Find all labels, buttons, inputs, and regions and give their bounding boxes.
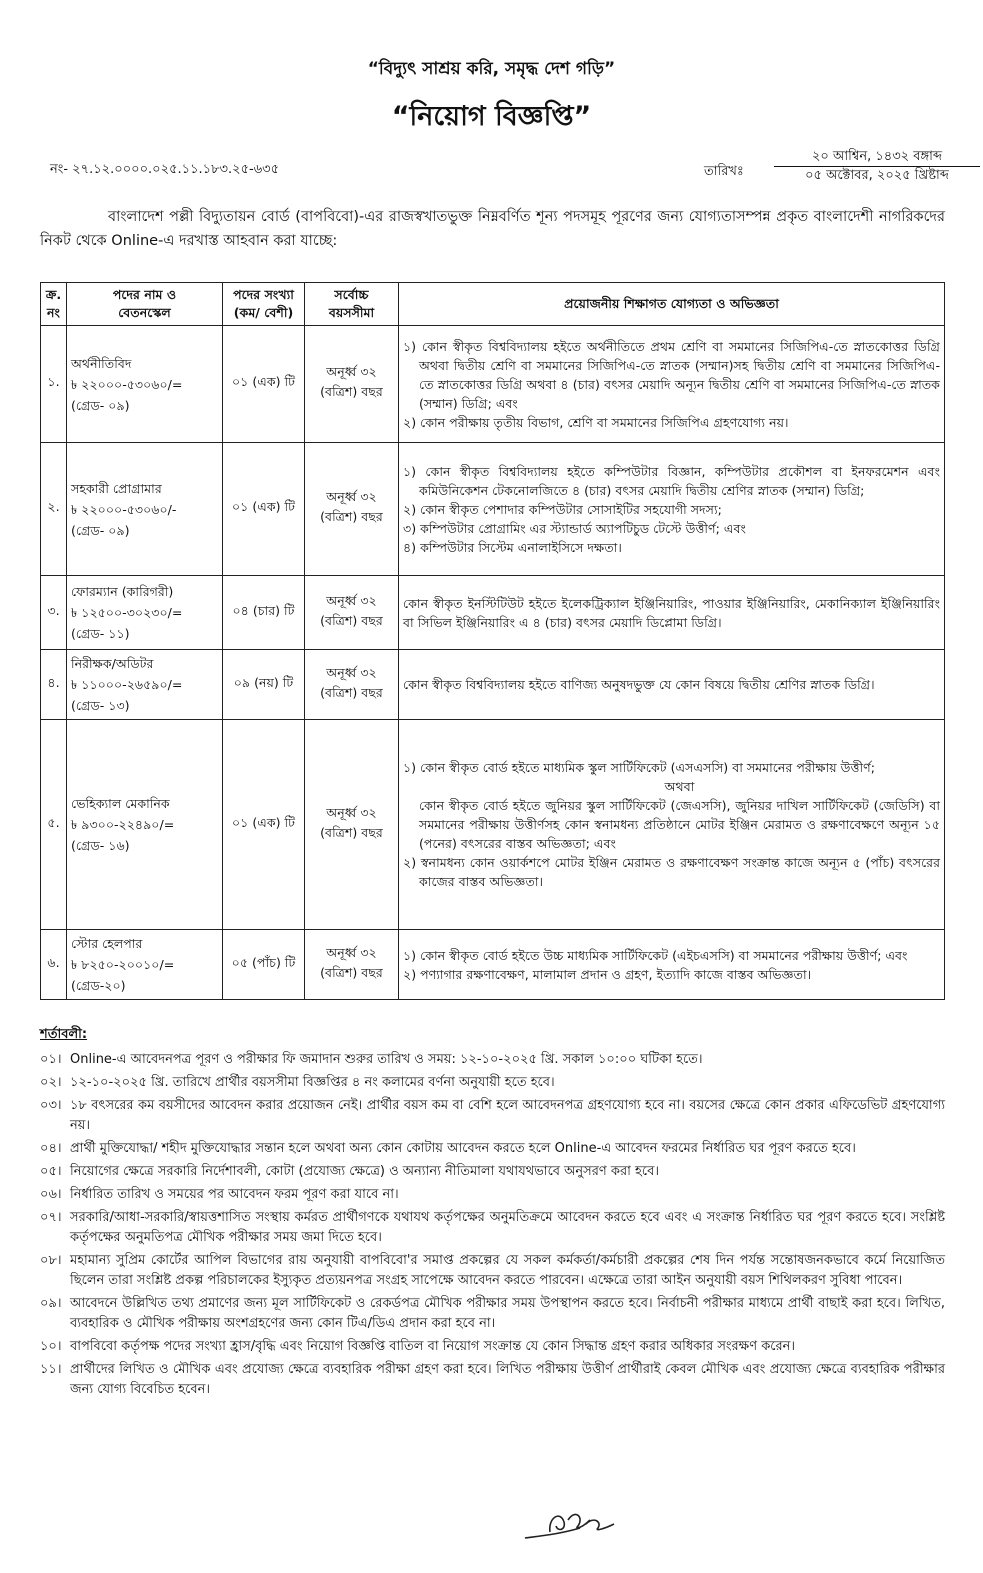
date-lines <box>774 148 980 185</box>
requirement-text: কোন স্বীকৃত বিশ্ববিদ্যালয় হইতে বাণিজ্য অনুষদভুক্ত যে কোন বিষয়ে দ্বিতীয় শ্রেণির স্নাতক ডিগ্রি। <box>403 677 875 692</box>
date-bangla: ২০ আশ্বিন, ১৪৩২ বঙ্গাব্দ <box>774 148 980 167</box>
row-requirements <box>399 576 945 650</box>
pay-scale: ৳ ২২০০০-৫৩০৬০/- <box>71 501 177 517</box>
row-requirements <box>399 720 945 930</box>
row-age: অনূর্ধ্ব ৩২ (বত্রিশ) বছর <box>305 576 399 650</box>
row-count: ০৫ (পাঁচ) টি <box>223 930 305 1000</box>
row-post <box>67 650 223 720</box>
header-post: পদের নাম ও বেতনস্কেল <box>67 283 223 326</box>
term-item: ০৮। মহামান্য সুপ্রিম কোর্টের আপিল বিভাগের রায় অনুযায়ী বাপবিবো'র সমাপ্ত প্রকল্পের যে সকল কর্মকর্তা/কর্মচারী প্রকল্পের শেষ দিন পর্যন্ত সন্তোষজনকভাবে কর্মে নিয়োজিত ছিলেন তারা সংশ্লিষ্ট প্রকল্প পরিচালকের ইস্যুকৃত প্রত্যয়নপত্র সংগ্রহ সাপেক্ষে আবেদন করতে পারবেন। এক্ষেত্রে তারা আইন অনুযায়ী বয়স শিথিলকরণ সুবিধা পাবেন। <box>40 1253 945 1288</box>
row-post <box>67 720 223 930</box>
term-item: ০৪। প্রার্থী মুক্তিযোদ্ধা/ শহীদ মুক্তিযোদ্ধার সন্তান হলে অথবা অন্য কোন কোটায় আবেদন করতে হলে Online-এ আবেদন ফরমের নির্ধারিত ঘর পূরণ করতে হবে। <box>40 1141 856 1156</box>
grade: (গ্রেড- ০৯) <box>71 397 130 413</box>
pay-scale: ৳ ২২০০০-৫৩০৬০/= <box>71 376 183 392</box>
intro-paragraph: বাংলাদেশ পল্লী বিদ্যুতায়ন বোর্ড (বাপবিবো)-এর রাজস্বখাতভুক্ত নিম্নবর্ণিত শূন্য পদসমূহ পূরণের জন্য যোগ্যতাসম্পন্ন প্রকৃত বাংলাদেশী নাগরিকদের নিকট থেকে Online-এ দরখাস্ত আহবান করা যাচ্ছে: <box>40 209 945 249</box>
row-age: অনূর্ধ্ব ৩২ (বত্রিশ) বছর <box>305 930 399 1000</box>
post-name: নিরীক্ষক/অডিটর <box>71 656 154 671</box>
requirement-item: ১) কোন স্বীকৃত বিশ্ববিদ্যালয় হইতে কম্পিউটার বিজ্ঞান, কম্পিউটার প্রকৌশল বা ইনফরমেশন এবং কমিউনিকেশন টেকনোলজিতে ৪ (চার) বৎসর মেয়াদি দ্বিতীয় শ্রেণির স্নাতক (সম্মান) ডিগ্রি; <box>403 463 940 498</box>
signature-icon <box>520 1498 620 1548</box>
table-row <box>41 576 945 650</box>
requirement-item: ৪) কম্পিউটার সিস্টেম এনালাইসিসে দক্ষতা। <box>403 539 622 555</box>
term-item: ০১। Online-এ আবেদনপত্র পূরণ ও পরীক্ষার ফি জমাদান শুরুর তারিখ ও সময়: ১২-১০-২০২৫ খ্রি. সকাল ১০:০০ ঘটিকা হতে। <box>40 1052 703 1067</box>
table-row <box>41 720 945 930</box>
row-serial: ২. <box>41 443 67 576</box>
row-serial: ৬. <box>41 930 67 1000</box>
term-item: ০৭। সরকারি/আধা-সরকারি/স্বায়ত্তশাসিত সংস্থায় কর্মরত প্রার্থীগণকে যথাযথ কর্তৃপক্ষের অনুমতিক্রমে আবেদন করতে হবে এবং এ সংক্রান্ত নির্ধারিত ঘর পূরণ করতে হবে। সংশ্লিষ্ট কর্তৃপক্ষের অনুমতিপত্র মৌখিক পরীক্ষার সময় জমা দিতে হবে। <box>40 1210 945 1245</box>
grade: (গ্রেড- ১৬) <box>71 838 130 853</box>
table-header-row <box>41 283 945 326</box>
header-count: পদের সংখ্যা (কম/ বেশী) <box>223 283 305 326</box>
term-item: ০৩। ১৮ বৎসরের কম বয়সীদের আবেদন করার প্রয়োজন নেই। প্রার্থীর বয়স কম বা বেশি হলে আবেদনপত্র গ্রহণযোগ্য হবে না। বয়সের ক্ষেত্রে কোন প্রকার এফিডেভিট গ্রহণযোগ্য নয়। <box>40 1098 945 1133</box>
row-post <box>67 576 223 650</box>
vacancy-table <box>40 282 945 1000</box>
pay-scale: ৳ ১১০০০-২৬৫৯০/= <box>71 677 183 692</box>
header-requirements: প্রয়োজনীয় শিক্ষাগত যোগ্যতা ও অভিজ্ঞতা <box>399 283 945 326</box>
requirement-item: কোন স্বীকৃত বোর্ড হইতে জুনিয়র স্কুল সার্টিফিকেট (জেএসসি), জুনিয়র দাখিল সার্টিফিকেট (জেডিসি) বা সমমানের পরীক্ষায় উত্তীর্ণসহ কোন স্বনামধন্য প্রতিষ্ঠানে মোটর ইঞ্জিন মেরামত ও রক্ষণাবেক্ষণে অন্যূন ১৫ (পনের) বৎসরের বাস্তব অভিজ্ঞতা; এবং <box>419 798 940 851</box>
date-english: ০৫ অক্টোবর, ২০২৫ খ্রিষ্টাব্দ <box>805 168 949 183</box>
requirement-item: ২) পণ্যাগার রক্ষণাবেক্ষণ, মালামাল প্রদান ও গ্রহণ, ইত্যাদি কাজে বাস্তব অভিজ্ঞতা। <box>403 966 812 982</box>
row-count: ০৪ (চার) টি <box>223 576 305 650</box>
requirement-item: ১) কোন স্বীকৃত বোর্ড হইতে মাধ্যমিক স্কুল সার্টিফিকেট (এসএসসি) বা সমমানের পরীক্ষায় উত্তীর্ণ; <box>403 760 875 775</box>
grade: (গ্রেড-২০) <box>71 978 126 993</box>
row-age: অনূর্ধ্ব ৩২ (বত্রিশ) বছর <box>305 443 399 576</box>
pay-scale: ৳ ৮২৫০-২০০১০/= <box>71 957 175 972</box>
table-row <box>41 650 945 720</box>
table-row <box>41 443 945 576</box>
term-item: ০৯। আবেদনে উল্লিখিত তথ্য প্রমাণের জন্য মূল সার্টিফিকেট ও রেকর্ডপত্র মৌখিক পরীক্ষার সময় উপস্থাপন করতে হবে। নির্বাচনী পরীক্ষার মাধ্যমে প্রার্থী বাছাই করা হবে। লিখিত, ব্যবহারিক ও মৌখিক পরীক্ষায় অংশগ্রহণের জন্য কোন টিএ/ডিএ প্রদান করা হবে না। <box>40 1296 945 1331</box>
post-name: ভেহিক্যাল মেকানিক <box>71 796 170 811</box>
requirement-text: কোন স্বীকৃত ইনস্টিটিউট হইতে ইলেকট্রিক্যাল ইঞ্জিনিয়ারিং, পাওয়ার ইঞ্জিনিয়ারিং, মেকানিক্যাল ইঞ্জিনিয়ারিং বা সিভিল ইঞ্জিনিয়ারিং এ ৪ (চার) বৎসর মেয়াদি ডিপ্লোমা ডিগ্রি। <box>403 595 940 630</box>
term-item: ০২। ১২-১০-২০২৫ খ্রি. তারিখে প্রার্থীর বয়সসীমা বিজ্ঞপ্তির ৪ নং কলামের বর্ণনা অনুযায়ী হতে হবে। <box>40 1075 555 1090</box>
slogan: “বিদ্যুৎ সাশ্রয় করি, সমৃদ্ধ দেশ গড়ি” <box>367 59 616 79</box>
row-count: ০৯ (নয়) টি <box>223 650 305 720</box>
table-row <box>41 930 945 1000</box>
requirement-item: ২) কোন স্বীকৃত পেশাদার কম্পিউটার সোসাইটির সহযোগী সদস্য; <box>403 501 722 517</box>
row-serial: ৩. <box>41 576 67 650</box>
table-row <box>41 326 945 443</box>
row-serial: ৫. <box>41 720 67 930</box>
date-label: তারিখঃ <box>704 164 744 179</box>
grade: (গ্রেড- ১১) <box>71 626 130 641</box>
row-age: অনূর্ধ্ব ৩২ (বত্রিশ) বছর <box>305 650 399 720</box>
requirement-or: অথবা <box>664 779 695 794</box>
row-post <box>67 930 223 1000</box>
pay-scale: ৳ ১২৫০০-৩০২৩০/= <box>71 605 183 620</box>
requirement-item: ৩) কম্পিউটার প্রোগ্রামিং এর স্ট্যান্ডার্ড অ্যাপটিচুড টেস্টে উত্তীর্ণ; এবং <box>403 520 746 536</box>
requirement-item: ১) কোন স্বীকৃত বোর্ড হইতে উচ্চ মাধ্যমিক সার্টিফিকেট (এইচএসসি) বা সমমানের পরীক্ষায় উত্তীর্ণ; এবং <box>403 947 908 963</box>
row-count: ০১ (এক) টি <box>223 720 305 930</box>
term-item: ০৫। নিয়োগের ক্ষেত্রে সরকারি নির্দেশাবলী, কোটা (প্রযোজ্য ক্ষেত্রে) ও অন্যান্য নীতিমালা যথাযথভাবে অনুসরণ করা হবে। <box>40 1164 659 1179</box>
pay-scale: ৳ ৯৩০০-২২৪৯০/= <box>71 817 175 832</box>
header-age: সর্বোচ্চ বয়সসীমা <box>305 283 399 326</box>
post-name: ফোরম্যান (কারিগরী) <box>71 584 174 599</box>
row-count: ০১ (এক) টি <box>223 326 305 443</box>
row-age: অনূর্ধ্ব ৩২ (বত্রিশ) বছর <box>305 326 399 443</box>
term-item: ১১। প্রার্থীদের লিখিত ও মৌখিক এবং প্রযোজ্য ক্ষেত্রে ব্যবহারিক পরীক্ষা গ্রহণ করা হবে। লিখিত পরীক্ষায় উত্তীর্ণ প্রার্থীরাই কেবল মৌখিক এবং প্রযোজ্য ক্ষেত্রে ব্যবহারিক পরীক্ষার জন্য যোগ্য বিবেচিত হবেন। <box>40 1362 945 1397</box>
grade: (গ্রেড- ০৯) <box>71 522 130 538</box>
page-title: “নিয়োগ বিজ্ঞপ্তি” <box>391 101 592 132</box>
row-requirements <box>399 930 945 1000</box>
grade: (গ্রেড- ১৩) <box>71 698 130 713</box>
memo-number: নং- ২৭.১২.০০০০.০২৫.১১.১৮৩.২৫-৬৩৫ <box>50 162 280 177</box>
requirement-item: ২) স্বনামধন্য কোন ওয়ার্কশপে মোটর ইঞ্জিন মেরামত ও রক্ষণাবেক্ষণ সংক্রান্ত কাজে অন্যূন ৫ (পাঁচ) বৎসরের কাজের বাস্তব অভিজ্ঞতা। <box>403 855 940 889</box>
requirement-item: ২) কোন পরীক্ষায় তৃতীয় বিভাগ, শ্রেণি বা সমমানের সিজিপিএ গ্রহণযোগ্য নয়। <box>403 414 789 430</box>
terms-title: শর্তাবলী: <box>40 1027 88 1042</box>
row-requirements <box>399 443 945 576</box>
post-name: স্টোর হেলপার <box>71 936 143 951</box>
terms-section <box>40 1025 945 1403</box>
row-serial: ১. <box>41 326 67 443</box>
row-requirements <box>399 326 945 443</box>
row-serial: ৪. <box>41 650 67 720</box>
term-item: ১০। বাপবিবো কর্তৃপক্ষ পদের সংখ্যা হ্রাস/বৃদ্ধি এবং নিয়োগ বিজ্ঞপ্তি বাতিল বা নিয়োগ সংক্রান্ত যে কোন সিদ্ধান্ত গ্রহণ করার অধিকার সংরক্ষণ করেন। <box>40 1339 796 1354</box>
row-requirements <box>399 650 945 720</box>
row-post <box>67 326 223 443</box>
term-item: ০৬। নির্ধারিত তারিখ ও সময়ের পর আবেদন ফরম পূরণ করা যাবে না। <box>40 1187 399 1202</box>
row-age: অনূর্ধ্ব ৩২ (বত্রিশ) বছর <box>305 720 399 930</box>
requirement-item: ১) কোন স্বীকৃত বিশ্ববিদ্যালয় হইতে অর্থনীতিতে প্রথম শ্রেণি বা সমমানের সিজিপিএ-তে স্নাতকোত্তর ডিগ্রি অথবা দ্বিতীয় শ্রেণি বা সমমানের সিজিপিএ-তে স্নাতক (সম্মান)সহ দ্বিতীয় শ্রেণি বা সমমানের সিজিপিএ-তে স্নাতকোত্তর ডিগ্রি অথবা ৪ (চার) বৎসর মেয়াদি অন্যূন দ্বিতীয় শ্রেণি বা সমমানের সিজিপিএ-তে স্নাতক (সম্মান) ডিগ্রি; এবং <box>403 338 940 411</box>
row-count: ০১ (এক) টি <box>223 443 305 576</box>
post-name: সহকারী প্রোগ্রামার <box>71 480 162 496</box>
header-serial: ক্র. নং <box>41 283 67 326</box>
post-name: অর্থনীতিবিদ <box>71 355 132 371</box>
row-post <box>67 443 223 576</box>
